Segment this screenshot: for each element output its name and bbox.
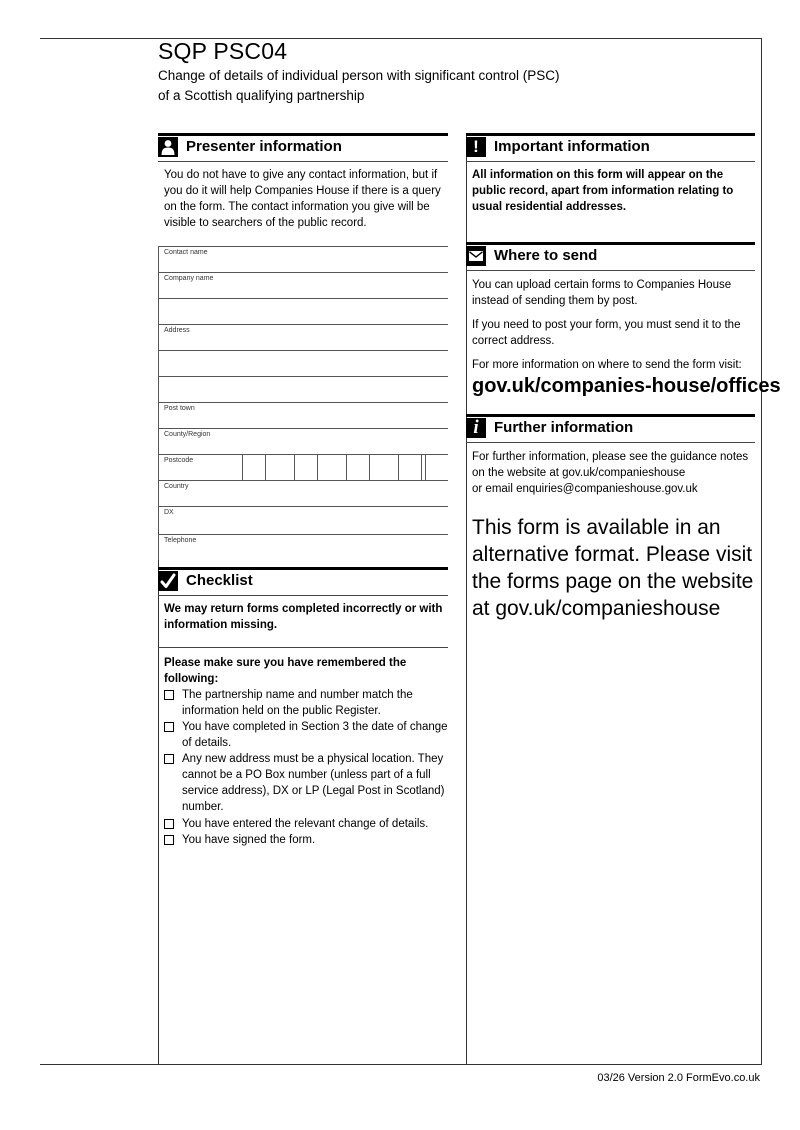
checklist-item-text: Any new address must be a physical location. They cannot be a PO Box number (unless part of a full service address), DX or LP (Legal Post in Scotland) number. <box>182 753 445 813</box>
checkbox[interactable] <box>164 835 174 845</box>
where-to-send-section-header <box>466 242 755 266</box>
checklist-item-text: You have entered the relevant change of details. <box>182 818 429 830</box>
where-to-send-para-more: For more information on where to send the form visit: <box>472 359 742 371</box>
dx-label: DX <box>164 509 174 516</box>
checklist-item[interactable] <box>164 751 448 815</box>
checkbox[interactable] <box>164 819 174 829</box>
check-icon <box>158 571 178 591</box>
contact-name-label: Contact name <box>164 249 208 256</box>
exclamation-icon: ! <box>466 137 486 157</box>
dx-field[interactable] <box>158 506 448 532</box>
postcode-box[interactable] <box>398 455 422 481</box>
presenter-intro: You do not have to give any contact information, but if you do it will help Companies House if there is a query on the form. The contact information you give will be visible to searchers of the public record. <box>164 169 441 229</box>
checklist-item[interactable] <box>164 832 448 848</box>
checklist-warning-rule <box>158 647 448 648</box>
company-name-field[interactable] <box>158 272 448 298</box>
address-field-line2[interactable] <box>158 350 448 376</box>
important-section-header <box>466 133 755 157</box>
company-name-label: Company name <box>164 275 214 282</box>
envelope-icon <box>466 246 486 266</box>
postcode-field[interactable] <box>158 454 448 480</box>
checklist-warning: We may return forms completed incorrectly or with information missing. <box>164 603 443 631</box>
important-text: All information on this form will appear on the public record, apart from information relating to usual residential addresses. <box>472 169 734 213</box>
post-town-field[interactable] <box>158 402 448 428</box>
top-rule <box>40 38 762 39</box>
info-icon: i <box>466 418 486 438</box>
where-to-send-para-post: If you need to post your form, you must send it to the correct address. <box>472 319 741 347</box>
postcode-box[interactable] <box>346 455 370 481</box>
important-section-title: Important information <box>494 138 650 155</box>
checklist-item[interactable] <box>164 687 448 719</box>
telephone-label: Telephone <box>164 537 197 544</box>
checklist-item[interactable] <box>164 816 448 832</box>
country-label: Country <box>164 483 189 490</box>
postcode-box[interactable] <box>242 455 266 481</box>
alternative-format-notice: This form is available in an alternative format. Please visit the forms page on the website at gov.uk/companieshouse <box>472 516 754 620</box>
postcode-box[interactable] <box>425 455 449 481</box>
checklist-item-text: The partnership name and number match the information held on the public Register. <box>182 689 413 717</box>
further-section-header <box>466 414 755 438</box>
contact-name-field[interactable] <box>158 246 448 272</box>
right-column-rule <box>466 136 467 1064</box>
postcode-label: Postcode <box>164 457 194 464</box>
address-field[interactable] <box>158 324 448 350</box>
bottom-rule <box>40 1064 762 1065</box>
further-header-rule <box>466 442 755 443</box>
checklist-item-text: You have completed in Section 3 the date of change of details. <box>182 721 448 749</box>
offices-link[interactable]: gov.uk/companies-house/offices <box>472 375 781 397</box>
checkbox[interactable] <box>164 690 174 700</box>
checklist-section-title: Checklist <box>186 572 253 589</box>
checkbox[interactable] <box>164 722 174 732</box>
address-field-line3[interactable] <box>158 376 448 402</box>
where-to-send-section-title: Where to send <box>494 247 598 264</box>
checkbox[interactable] <box>164 754 174 764</box>
presenter-section-header <box>158 133 448 157</box>
footer-version: 03/26 Version 2.0 FormEvo.co.uk <box>597 1072 760 1084</box>
form-subtitle: Change of details of individual person with significant control (PSC) <box>158 68 560 83</box>
where-to-send-para-upload: You can upload certain forms to Companies House instead of sending them by post. <box>472 279 732 307</box>
county-region-label: County/Region <box>164 431 211 438</box>
where-to-send-header-rule <box>466 270 755 271</box>
company-name-field-line2[interactable] <box>158 298 448 324</box>
postcode-box[interactable] <box>294 455 318 481</box>
form-code: SQP PSC04 <box>158 38 288 64</box>
person-icon <box>158 137 178 157</box>
form-subtitle-continued: of a Scottish qualifying partnership <box>158 88 365 103</box>
important-header-rule <box>466 161 755 162</box>
checklist-section-header <box>158 567 448 591</box>
address-label: Address <box>164 327 190 334</box>
presenter-section-title: Presenter information <box>186 138 342 155</box>
telephone-field[interactable] <box>158 534 448 560</box>
further-line-website: on the website at gov.uk/companieshouse <box>472 467 686 479</box>
country-field[interactable] <box>158 480 448 506</box>
county-region-field[interactable] <box>158 428 448 454</box>
post-town-label: Post town <box>164 405 195 412</box>
checklist-item-text: You have signed the form. <box>182 834 316 846</box>
further-section-title: Further information <box>494 419 634 436</box>
checklist-header-rule <box>158 595 448 596</box>
presenter-header-rule <box>158 161 448 162</box>
checklist-intro: Please make sure you have remembered the following: <box>164 657 407 685</box>
further-line-guidance: For further information, please see the guidance notes <box>472 451 749 463</box>
checklist-item[interactable] <box>164 719 448 751</box>
further-line-email: or email enquiries@companieshouse.gov.uk <box>472 483 698 495</box>
